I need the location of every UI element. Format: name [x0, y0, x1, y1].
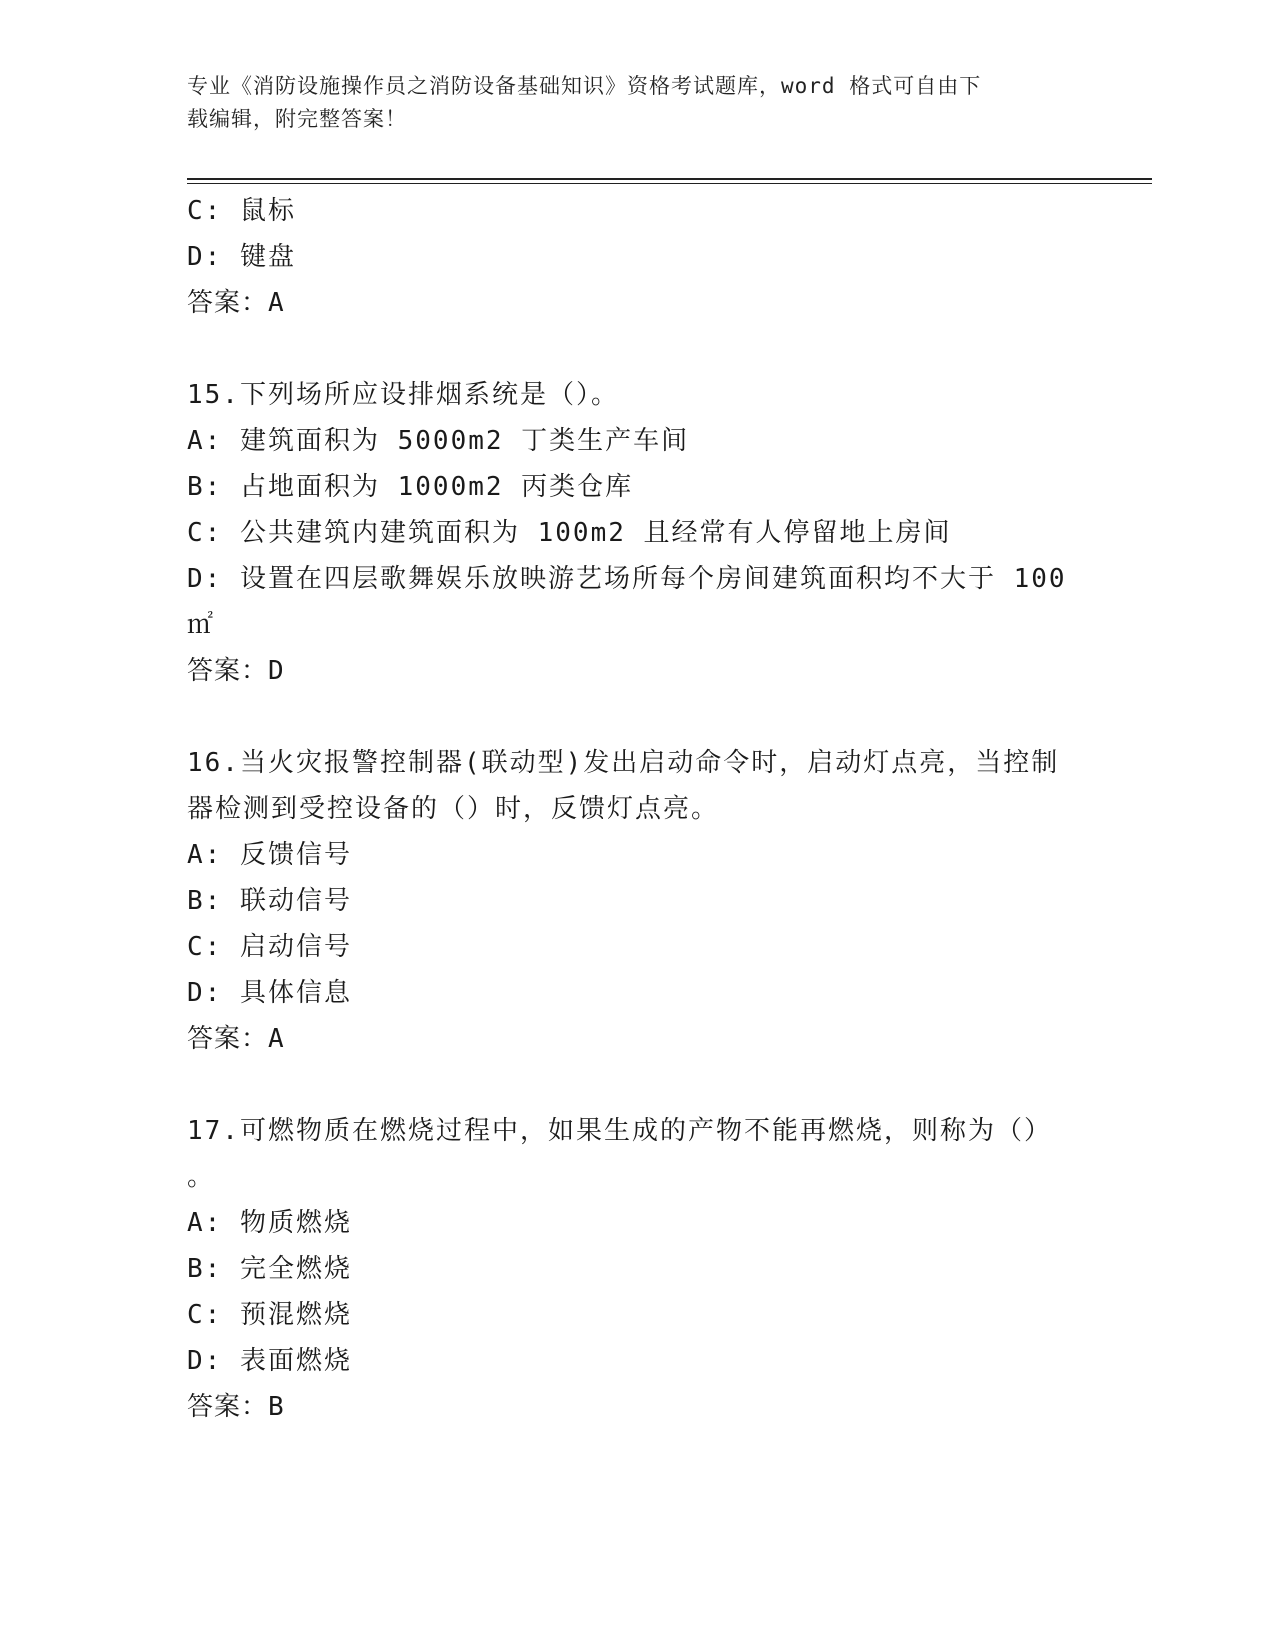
option-a: A: 物质燃烧 — [187, 1208, 352, 1238]
question-stem-line-2: 器检测到受控设备的（）时，反馈灯点亮。 — [187, 794, 720, 824]
option-d: D: 键盘 — [187, 242, 296, 272]
document-header — [187, 70, 1067, 136]
option-c: C: 预混燃烧 — [187, 1300, 352, 1330]
question-16 — [187, 740, 1087, 1062]
header-line-2: 载编辑，附完整答案！ — [187, 107, 407, 131]
option-c: C: 鼠标 — [187, 196, 296, 226]
question-17 — [187, 1108, 1087, 1430]
option-d-line-1: D: 设置在四层歌舞娱乐放映游艺场所每个房间建筑面积均不大于 100 — [187, 564, 1067, 594]
option-a: A: 反馈信号 — [187, 840, 352, 870]
answer: 答案：D — [187, 656, 285, 686]
header-divider-thin — [187, 183, 1152, 184]
header-divider-thick — [187, 178, 1152, 180]
option-c: C: 公共建筑内建筑面积为 100m2 且经常有人停留地上房间 — [187, 518, 952, 548]
question-stem-line-2: 。 — [187, 1162, 216, 1192]
option-a: A: 建筑面积为 5000m2 丁类生产车间 — [187, 426, 690, 456]
option-c: C: 启动信号 — [187, 932, 352, 962]
question-spacer — [187, 326, 1087, 372]
question-15 — [187, 372, 1087, 694]
answer: 答案：A — [187, 288, 285, 318]
question-body — [187, 188, 1087, 1430]
header-line-1: 专业《消防设施操作员之消防设备基础知识》资格考试题库，word 格式可自由下 — [187, 74, 982, 98]
question-spacer — [187, 694, 1087, 740]
answer: 答案：B — [187, 1392, 285, 1422]
option-d: D: 表面燃烧 — [187, 1346, 352, 1376]
option-b: B: 占地面积为 1000m2 丙类仓库 — [187, 472, 634, 502]
option-b: B: 完全燃烧 — [187, 1254, 352, 1284]
question-stem-line-1: 17.可燃物质在燃烧过程中，如果生成的产物不能再燃烧，则称为（） — [187, 1116, 1052, 1146]
option-b: B: 联动信号 — [187, 886, 352, 916]
option-d-line-2: ㎡ — [187, 610, 216, 640]
question-stem: 15.下列场所应设排烟系统是（）。 — [187, 380, 619, 410]
question-stem-line-1: 16.当火灾报警控制器(联动型)发出启动命令时，启动灯点亮，当控制 — [187, 748, 1060, 778]
option-d: D: 具体信息 — [187, 978, 352, 1008]
answer: 答案：A — [187, 1024, 285, 1054]
question-spacer — [187, 1062, 1087, 1108]
question-14-tail — [187, 188, 1087, 326]
